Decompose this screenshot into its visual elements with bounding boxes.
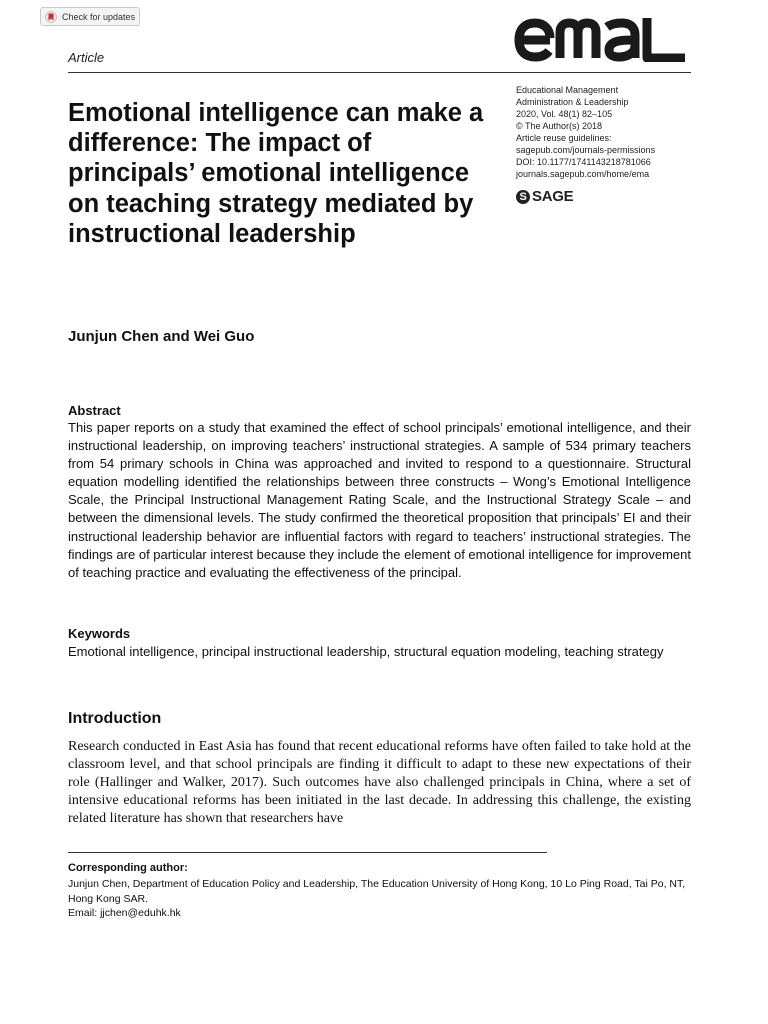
reuse-guidelines-link[interactable]: sagepub.com/journals-permissions <box>516 145 656 155</box>
authors: Junjun Chen and Wei Guo <box>68 328 255 345</box>
sage-logo-text: SAGE <box>532 188 574 205</box>
check-for-updates-label: Check for updates <box>62 11 136 22</box>
journal-volume: 2020, Vol. 48(1) 82–105 <box>516 109 613 119</box>
header-divider <box>68 72 691 73</box>
article-title: Emotional intelligence can make a difference: The impact of principals’ emotional intelligence on teaching strategy mediated by instructional leadership <box>68 99 484 248</box>
check-for-updates-button[interactable] <box>40 7 140 26</box>
doi-link[interactable]: DOI: 10.1177/1741143218781066 <box>516 157 651 167</box>
abstract-heading: Abstract <box>68 403 121 418</box>
journal-name-line2: Administration & Leadership <box>516 97 629 107</box>
introduction-heading: Introduction <box>68 710 162 727</box>
corresponding-author-heading: Corresponding author: <box>68 862 188 874</box>
journal-info <box>516 84 716 180</box>
corresponding-author-address: Junjun Chen, Department of Education Policy and Leadership, The Education University of Hong Kong, 10 Lo Ping Road, Tai Po, NT, Hong Kong SAR. <box>68 878 686 905</box>
abstract-text: This paper reports on a study that examined the effect of school principals’ emotional intelligence, and their instructional leadership, on improving teachers’ instructional strategies. A sample of 534 primary teachers from 54 primary schools in China was approached and invited to respond to a questionnaire. Structural equation modelling identified the relationships between three constructs – Wong’s Emotional Intelligence Scale, the Principal Instructional Management Rating Scale, and the Instructional Strategy Scale – and between the dimensional levels. The study confirmed the theoretical proposition that principals’ EI and their instructional leadership behavior are influential factors with regard to teachers’ instructional strategies. The findings are of particular interest because they include the element of emotional intelligence for improvement of teaching practice and evaluating the effectiveness of the principal. <box>68 420 691 580</box>
article-type-label: Article <box>68 50 105 65</box>
corresponding-author-details <box>68 877 693 921</box>
footnote-divider <box>68 852 547 853</box>
keywords-text: Emotional intelligence, principal instructional leadership, structural equation modeling, teaching strategy <box>68 644 664 659</box>
sage-logo <box>516 188 573 205</box>
reuse-guidelines-label: Article reuse guidelines: <box>516 133 612 143</box>
journal-home-link[interactable]: journals.sagepub.com/home/ema <box>516 169 650 179</box>
emal-logo <box>514 18 690 62</box>
journal-copyright: © The Author(s) 2018 <box>516 121 603 131</box>
corresponding-author-email[interactable]: Email: jjchen@eduhk.hk <box>68 907 181 919</box>
keywords-heading: Keywords <box>68 626 131 641</box>
journal-name-line1: Educational Management <box>516 85 619 95</box>
introduction-text: Research conducted in East Asia has found that recent educational reforms have often failed to take hold at the classroom level, and that school principals are finding it difficult to adapt to these new expectations of their role (Hallinger and Walker, 2017). Such outcomes have also challenged principals in China, where a set of intensive educational reforms has been initiated in the last decade. In addressing this challenge, the existing related literature has shown that researchers have <box>68 739 691 826</box>
crossmark-icon <box>45 11 57 23</box>
sage-s-icon: S <box>516 190 530 204</box>
